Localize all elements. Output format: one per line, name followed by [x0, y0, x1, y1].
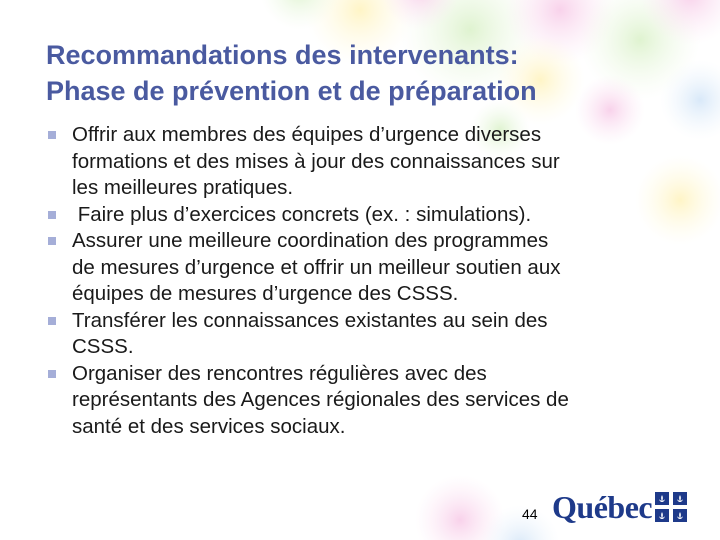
bullet-text: Organiser des rencontres régulières avec des représentants des Agences régionales des services de santé et des services sociaux.: [72, 361, 569, 438]
recommendations-list: [48, 122, 698, 440]
list-item: [48, 202, 698, 229]
list-item: [48, 308, 698, 361]
logo-wordmark: Québec: [552, 489, 653, 525]
bullet-text: Transférer les connaissances existantes au sein des CSSS.: [72, 308, 548, 358]
slide-title-line: Recommandations des intervenants:: [46, 40, 519, 70]
square-bullet-icon: [48, 317, 56, 325]
slide-title-line: Phase de prévention et de préparation: [46, 76, 537, 106]
page-number: 44: [522, 506, 538, 522]
list-item: [48, 228, 698, 308]
slide-title: [46, 37, 686, 109]
bullet-text: Faire plus d’exercices concrets (ex. : simulations).: [72, 202, 532, 226]
square-bullet-icon: [48, 370, 56, 378]
quebec-logo: [552, 488, 692, 528]
bullet-text: Assurer une meilleure coordination des programmes de mesures d’urgence et offrir un meilleur soutien aux équipes de mesures d’urgence des CSSS.: [72, 229, 561, 305]
square-bullet-icon: [48, 237, 56, 245]
square-bullet-icon: [48, 211, 56, 219]
list-item: [48, 361, 698, 441]
bullet-text: Offrir aux membres des équipes d’urgence diverses formations et des mises à jour des connaissances sur les meilleures pratiques.: [72, 123, 560, 199]
fleur-de-lis-flag-icon: [655, 492, 687, 522]
list-item: [48, 122, 698, 202]
square-bullet-icon: [48, 131, 56, 139]
